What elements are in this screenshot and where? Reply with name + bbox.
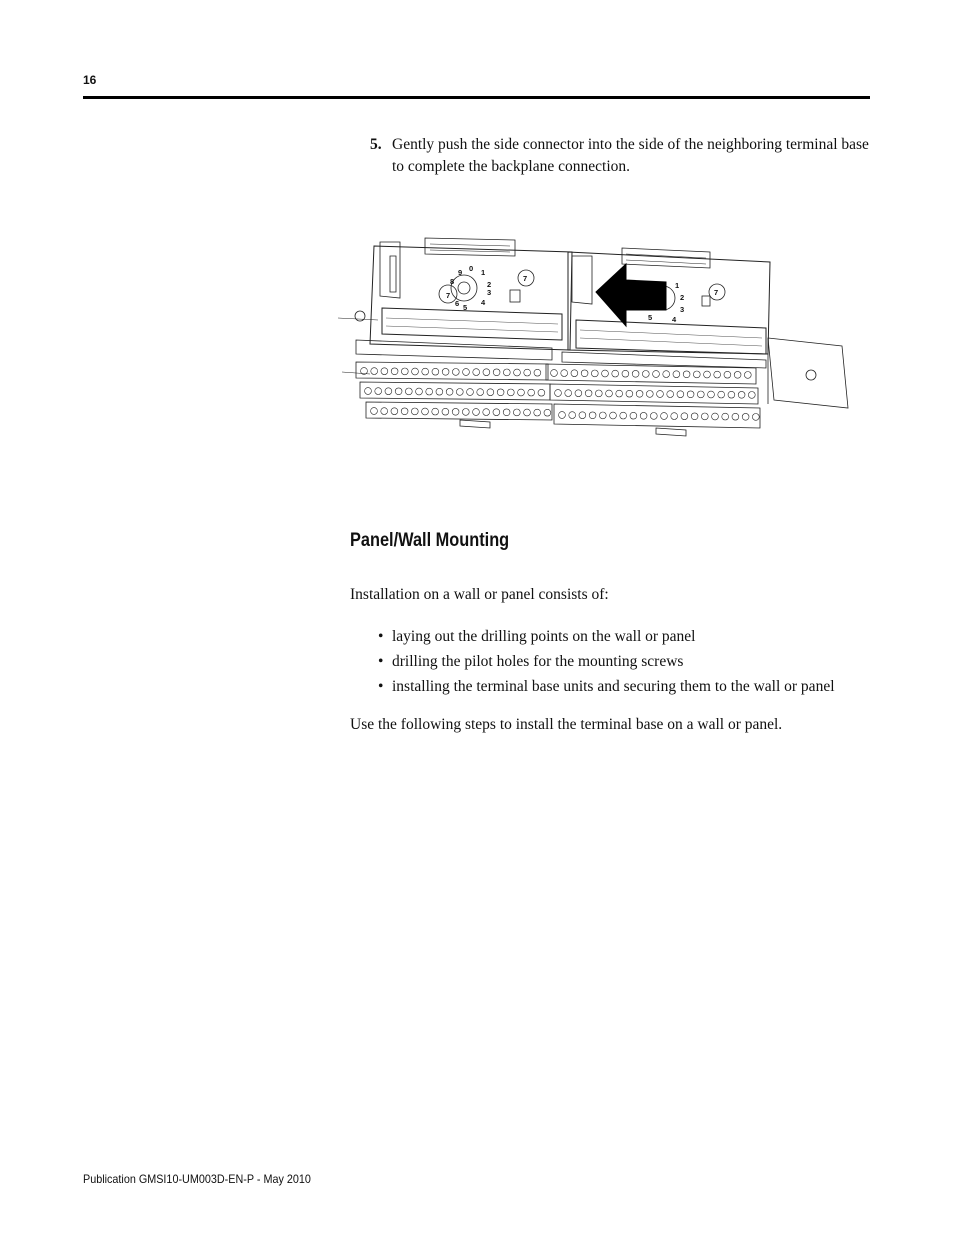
terminal-hole bbox=[385, 388, 392, 395]
terminal-hole bbox=[551, 370, 558, 377]
terminal-hole bbox=[581, 370, 588, 377]
terminal-hole bbox=[416, 388, 423, 395]
left-digit-2: 2 bbox=[487, 280, 492, 289]
terminal-hole bbox=[365, 388, 372, 395]
right-digit-1: 1 bbox=[675, 281, 680, 290]
terminal-hole bbox=[738, 391, 745, 398]
terminal-hole bbox=[626, 390, 633, 397]
terminal-hole bbox=[463, 369, 470, 376]
left-digit-0: 0 bbox=[469, 264, 474, 273]
terminal-hole bbox=[728, 391, 735, 398]
page-number: 16 bbox=[83, 73, 97, 87]
outro-paragraph: Use the following steps to install the terminal base on a wall or panel. bbox=[350, 716, 783, 733]
terminal-hole bbox=[528, 389, 535, 396]
list-item bbox=[378, 624, 835, 649]
terminal-hole bbox=[391, 368, 398, 375]
terminal-hole bbox=[681, 413, 688, 420]
terminal-hole bbox=[371, 408, 378, 415]
terminal-hole bbox=[452, 369, 459, 376]
terminal-hole bbox=[701, 413, 708, 420]
terminal-hole bbox=[663, 371, 670, 378]
terminal-hole bbox=[456, 389, 463, 396]
terminal-hole bbox=[513, 409, 520, 416]
terminal-hole bbox=[405, 388, 412, 395]
terminal-hole bbox=[687, 391, 694, 398]
terminal-hole bbox=[612, 370, 619, 377]
push-arrow bbox=[596, 264, 666, 326]
terminal-hole bbox=[667, 391, 674, 398]
terminal-hole bbox=[620, 412, 627, 419]
terminal-hole bbox=[483, 369, 490, 376]
terminal-hole bbox=[595, 390, 602, 397]
terminal-hole bbox=[432, 368, 439, 375]
terminal-hole bbox=[606, 390, 613, 397]
terminal-hole bbox=[534, 369, 541, 376]
terminal-hole bbox=[555, 390, 562, 397]
terminal-hole bbox=[559, 412, 566, 419]
terminal-hole bbox=[381, 368, 388, 375]
list-item bbox=[378, 674, 835, 699]
terminal-hole bbox=[442, 368, 449, 375]
terminal-hole bbox=[375, 388, 382, 395]
left-digit-1: 1 bbox=[481, 268, 486, 277]
terminal-hole bbox=[657, 391, 664, 398]
terminal-hole bbox=[683, 371, 690, 378]
terminal-hole bbox=[589, 412, 596, 419]
terminal-hole bbox=[575, 390, 582, 397]
terminal-hole bbox=[371, 368, 378, 375]
terminal-hole bbox=[732, 413, 739, 420]
list-item-text: laying out the drilling points on the wall or panel bbox=[392, 628, 696, 645]
terminal-hole bbox=[599, 412, 606, 419]
left-digit-7: 7 bbox=[446, 291, 451, 300]
terminal-hole bbox=[671, 413, 678, 420]
terminal-hole bbox=[691, 413, 698, 420]
step-number: 5. bbox=[370, 136, 382, 153]
terminal-hole bbox=[538, 389, 545, 396]
terminal-hole bbox=[712, 413, 719, 420]
terminal-hole bbox=[544, 409, 551, 416]
list-item-text: drilling the pilot holes for the mounting screws bbox=[392, 653, 684, 670]
terminal-hole bbox=[452, 408, 459, 415]
terminal-hole bbox=[381, 408, 388, 415]
terminal-hole bbox=[395, 388, 402, 395]
right-badge: 7 bbox=[714, 288, 719, 297]
right-digit-4: 4 bbox=[672, 315, 677, 324]
terminal-hole bbox=[718, 391, 725, 398]
terminal-hole bbox=[493, 369, 500, 376]
terminal-hole bbox=[524, 409, 531, 416]
header-rule bbox=[83, 96, 870, 99]
terminal-hole bbox=[422, 408, 429, 415]
terminal-hole bbox=[714, 371, 721, 378]
left-digit-9: 9 bbox=[458, 268, 463, 277]
bullet-dot: • bbox=[378, 678, 384, 695]
terminal-hole bbox=[616, 390, 623, 397]
terminal-hole bbox=[724, 371, 731, 378]
terminal-hole bbox=[722, 413, 729, 420]
terminal-base-drawing bbox=[330, 232, 860, 464]
terminal-hole bbox=[646, 391, 653, 398]
terminal-hole bbox=[487, 389, 494, 396]
terminal-hole bbox=[401, 408, 408, 415]
terminal-hole bbox=[734, 371, 741, 378]
terminal-hole bbox=[483, 409, 490, 416]
bullet-dot: • bbox=[378, 628, 384, 645]
left-digit-4: 4 bbox=[481, 298, 486, 307]
terminal-hole bbox=[524, 369, 531, 376]
terminal-hole bbox=[579, 412, 586, 419]
step-text: Gently push the side connector into the side of the neighboring terminal base to complete the backplane connection. bbox=[392, 136, 869, 175]
terminal-hole bbox=[493, 409, 500, 416]
left-digit-6: 6 bbox=[455, 299, 460, 308]
terminal-hole bbox=[708, 391, 715, 398]
terminal-hole bbox=[503, 369, 510, 376]
list-item bbox=[378, 649, 835, 674]
terminal-hole bbox=[467, 389, 474, 396]
terminal-hole bbox=[677, 391, 684, 398]
terminal-hole bbox=[673, 371, 680, 378]
footer-publication: Publication GMSI10-UM003D-EN-P - May 2010 bbox=[83, 1172, 311, 1186]
terminal-hole bbox=[640, 412, 647, 419]
terminal-hole bbox=[697, 391, 704, 398]
left-digit-8: 8 bbox=[450, 277, 455, 286]
right-digit-5: 5 bbox=[648, 313, 653, 322]
left-badge: 7 bbox=[523, 274, 528, 283]
terminal-hole bbox=[436, 388, 443, 395]
left-terminal-base bbox=[355, 238, 572, 428]
terminal-hole bbox=[565, 390, 572, 397]
terminal-hole bbox=[411, 408, 418, 415]
intro-paragraph: Installation on a wall or panel consists of: bbox=[350, 586, 609, 603]
terminal-hole bbox=[391, 408, 398, 415]
terminal-hole bbox=[442, 408, 449, 415]
terminal-hole bbox=[569, 412, 576, 419]
terminal-base-illustration bbox=[330, 232, 860, 464]
terminal-hole bbox=[622, 370, 629, 377]
terminal-hole bbox=[661, 413, 668, 420]
terminal-hole bbox=[432, 408, 439, 415]
right-digit-3: 3 bbox=[680, 305, 685, 314]
right-terminal-base bbox=[546, 248, 770, 436]
terminal-hole bbox=[426, 388, 433, 395]
din-rail bbox=[768, 338, 848, 408]
terminal-hole bbox=[503, 409, 510, 416]
terminal-hole bbox=[412, 368, 419, 375]
terminal-hole bbox=[752, 414, 759, 421]
left-digit-5: 5 bbox=[463, 303, 468, 312]
terminal-hole bbox=[742, 413, 749, 420]
right-digit-2: 2 bbox=[680, 293, 685, 302]
terminal-hole bbox=[473, 409, 480, 416]
terminal-hole bbox=[585, 390, 592, 397]
left-digit-3: 3 bbox=[487, 288, 492, 297]
terminal-hole bbox=[477, 389, 484, 396]
terminal-holes bbox=[361, 368, 760, 421]
terminal-hole bbox=[534, 409, 541, 416]
terminal-hole bbox=[401, 368, 408, 375]
terminal-hole bbox=[591, 370, 598, 377]
terminal-hole bbox=[744, 372, 751, 379]
bullet-dot: • bbox=[378, 653, 384, 670]
terminal-hole bbox=[473, 369, 480, 376]
terminal-hole bbox=[748, 392, 755, 399]
terminal-hole bbox=[446, 388, 453, 395]
terminal-hole bbox=[630, 412, 637, 419]
terminal-hole bbox=[632, 370, 639, 377]
terminal-hole bbox=[650, 413, 657, 420]
terminal-hole bbox=[462, 409, 469, 416]
terminal-hole bbox=[693, 371, 700, 378]
terminal-hole bbox=[497, 389, 504, 396]
terminal-hole bbox=[704, 371, 711, 378]
section-title: Panel/Wall Mounting bbox=[350, 530, 510, 551]
terminal-hole bbox=[561, 370, 568, 377]
terminal-hole bbox=[636, 390, 643, 397]
terminal-hole bbox=[653, 371, 660, 378]
terminal-hole bbox=[422, 368, 429, 375]
terminal-hole bbox=[642, 371, 649, 378]
terminal-hole bbox=[518, 389, 525, 396]
terminal-hole bbox=[571, 370, 578, 377]
terminal-hole bbox=[514, 369, 521, 376]
terminal-hole bbox=[507, 389, 514, 396]
terminal-hole bbox=[602, 370, 609, 377]
list-item-text: installing the terminal base units and securing them to the wall or panel bbox=[392, 678, 835, 695]
terminal-hole bbox=[610, 412, 617, 419]
bullet-list bbox=[378, 624, 835, 699]
